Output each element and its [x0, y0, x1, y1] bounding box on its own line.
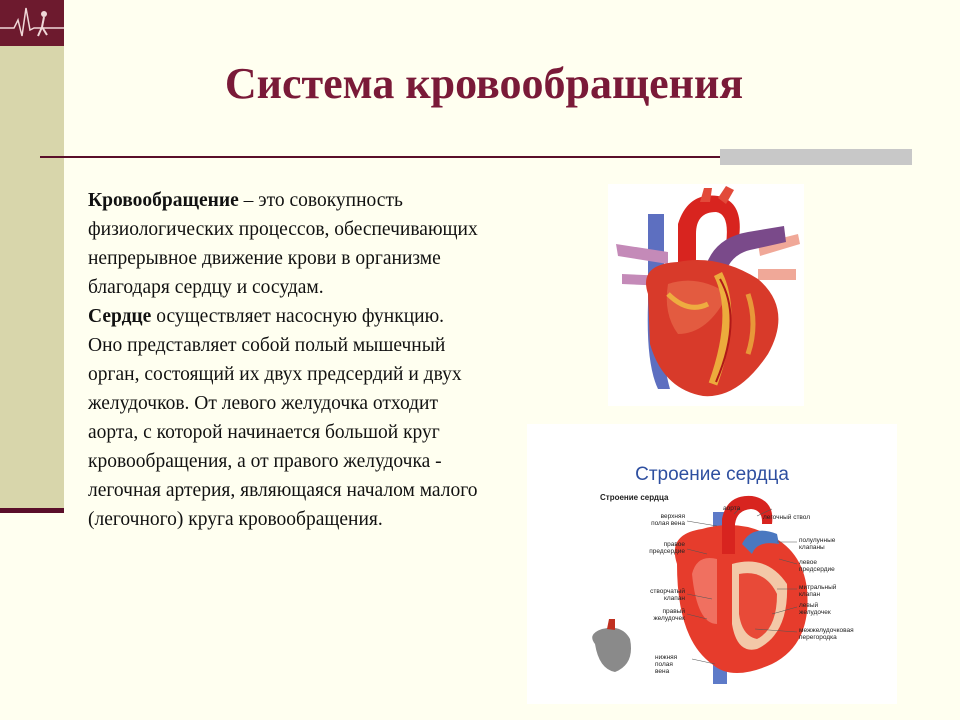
label-superior-vena-cava: верхняя полая вена — [651, 513, 685, 527]
diagram-title: Строение сердца — [635, 464, 789, 485]
paragraph-circulation — [88, 186, 483, 302]
label-right-ventricle: правый желудочек — [653, 608, 685, 622]
term-circulation: Кровообращение — [88, 190, 239, 211]
left-bar-bottom-rule — [0, 508, 64, 513]
diagram-subtitle: Строение сердца — [600, 493, 669, 502]
ecg-logo — [0, 0, 64, 46]
heart-structure-diagram — [527, 424, 897, 704]
label-inferior-vena-cava: нижняя полая вена — [655, 654, 678, 675]
paragraph-heart — [88, 302, 483, 534]
definition-circulation: – это совокупность физиологических процессов, обеспечивающих непрерывное движение крови в организме благодаря сердцу и сосудам. — [88, 190, 478, 298]
title-accent-bar — [720, 149, 912, 165]
label-left-atrium: левое предсердие — [799, 559, 835, 573]
label-right-atrium: правое предсердие — [649, 541, 685, 555]
label-pulmonary-trunk: легочный ствол — [763, 514, 811, 521]
definition-heart: осуществляет насосную функцию. Оно представляет собой полый мышечный орган, состоящий их двух предсердий и двух желудочков. От левого желудочка отходит аорта, с которой начинается большой круг кровообращения, а от правого желудочка - легочная артерия, являющаяся началом малого (легочного) круга кровообращения. — [88, 306, 478, 530]
label-mitral-valve: митральный клапан — [799, 584, 837, 598]
term-heart: Сердце — [88, 306, 152, 327]
left-accent-bar — [0, 0, 64, 510]
slide-title: Система кровообращения — [224, 59, 744, 108]
heart-illustration — [608, 184, 804, 406]
label-tricuspid-valve: створчатый клапан — [650, 588, 685, 602]
label-left-ventricle: левый желудочек — [799, 602, 831, 616]
label-aorta: аорта — [723, 505, 741, 512]
body-text — [88, 186, 483, 534]
label-septum: межжелудочковая перегородка — [799, 627, 854, 641]
label-semilunar-valves: полулунные клапаны — [799, 537, 836, 551]
